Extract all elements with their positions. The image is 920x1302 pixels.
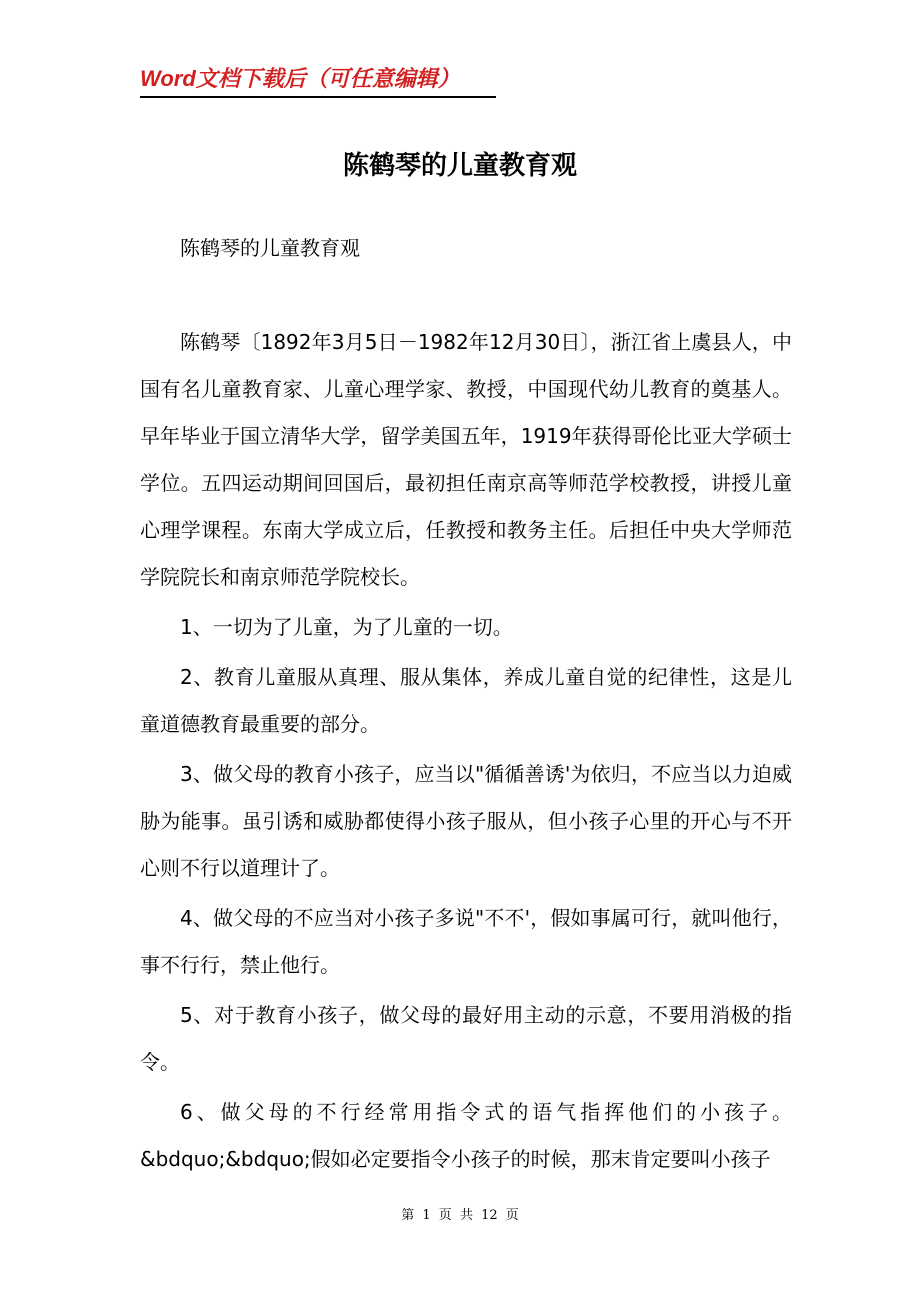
- total-page-count: 12: [481, 1208, 498, 1223]
- paragraph-point-3: 3、做父母的教育小孩子，应当以"循循善诱'为依归，不应当以力迫威胁为能事。虽引诱和威胁都使得小孩子服从，但小孩子心里的开心与不开心则不行以道理计了。: [140, 762, 792, 880]
- download-banner: [140, 64, 496, 98]
- paragraph-point-4: 4、做父母的不应当对小孩子多说"不不'，假如事属可行，就叫他行，事不行行，禁止他行。: [140, 906, 792, 977]
- document-subtitle: 陈鹤琴的儿童教育观: [180, 236, 360, 260]
- footer-ye: 页: [438, 1208, 452, 1223]
- banner-text: Word文档下载后（可任意编辑）: [140, 66, 460, 91]
- paragraph-point-5: 5、对于教育小孩子，做父母的最好用主动的示意，不要用消极的指令。: [140, 1003, 792, 1074]
- paragraph-biography: 陈鹤琴〔1892年3月5日－1982年12月30日〕，浙江省上虞县人，中国有名儿童教育家、儿童心理学家、教授，中国现代幼儿教育的奠基人。早年毕业于国立清华大学，留学美国五年，1919年获得哥伦比亚大学硕士学位。五四运动期间回国后，最初担任南京高等师范学校教授，讲授儿童心理学课程。东南大学成立后，任教授和教务主任。后担任中央大学师范学院院长和南京师范学院校长。: [140, 330, 792, 589]
- current-page-number: 1: [422, 1208, 431, 1223]
- document-title: 陈鹤琴的儿童教育观: [342, 151, 577, 181]
- footer-di: 第: [401, 1208, 415, 1223]
- document-body: [140, 225, 792, 1186]
- paragraph-point-6: 6、做父母的不行经常用指令式的语气指挥他们的小孩子。&bdquo;&bdquo;假如必定要指令小孩子的时候，那末肯定要叫小孩子: [140, 1100, 792, 1171]
- footer-gong: 共: [459, 1208, 473, 1223]
- page-footer: [0, 1206, 920, 1226]
- paragraph-point-1: 1、一切为了儿童，为了儿童的一切。: [180, 615, 513, 639]
- footer-ye-end: 页: [505, 1208, 519, 1223]
- paragraph-point-2: 2、教育儿童服从真理、服从集体，养成儿童自觉的纪律性，这是儿童道德教育最重要的部分。: [140, 665, 792, 736]
